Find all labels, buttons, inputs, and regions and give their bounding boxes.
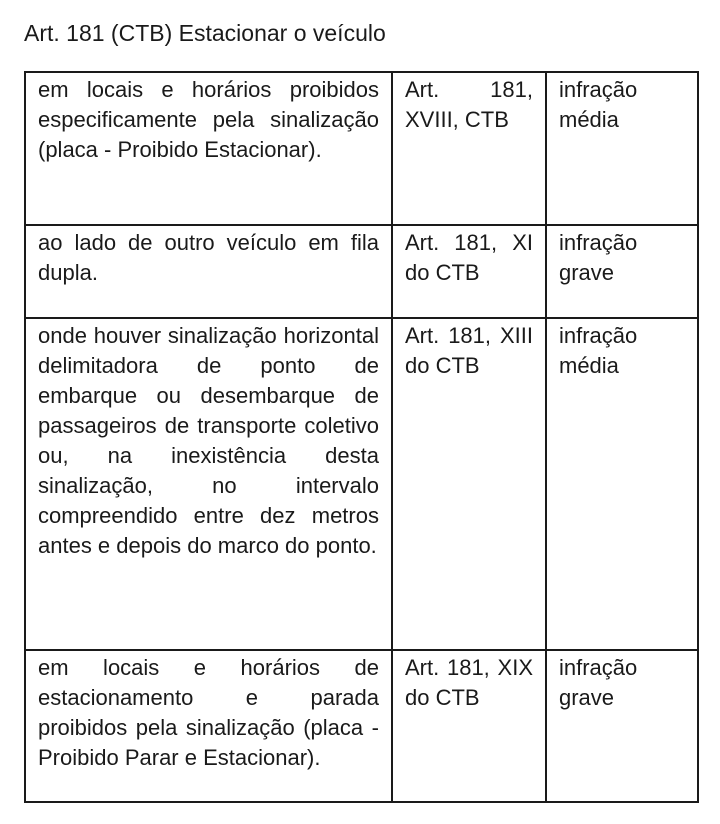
severity-cell: infração grave: [546, 225, 698, 318]
article-cell: Art. 181, XIII do CTB: [392, 318, 546, 650]
severity-cell: infração grave: [546, 650, 698, 802]
description-cell: em locais e horários de estacionamento e parada proibidos pela sinalização (placa - Proibido Parar e Estacionar).: [25, 650, 392, 802]
violations-table: [24, 71, 699, 803]
description-cell: em locais e horários proibidos especificamente pela sinalização (placa - Proibido Estacionar).: [25, 72, 392, 225]
table-row: [25, 650, 698, 802]
document-title: Art. 181 (CTB) Estacionar o veículo: [24, 20, 386, 46]
article-cell: Art. 181, XI do CTB: [392, 225, 546, 318]
severity-cell: infração média: [546, 318, 698, 650]
table-row: [25, 225, 698, 318]
table-row: [25, 318, 698, 650]
description-cell: onde houver sinalização horizontal delimitadora de ponto de embarque ou desembarque de passageiros de transporte coletivo ou, na inexistência desta sinalização, no intervalo compreendido entre dez metros antes e depois do marco do ponto.: [25, 318, 392, 650]
article-cell: Art. 181, XVIII, CTB: [392, 72, 546, 225]
description-cell: ao lado de outro veículo em fila dupla.: [25, 225, 392, 318]
severity-cell: infração média: [546, 72, 698, 225]
article-cell: Art. 181, XIX do CTB: [392, 650, 546, 802]
table-row: [25, 72, 698, 225]
